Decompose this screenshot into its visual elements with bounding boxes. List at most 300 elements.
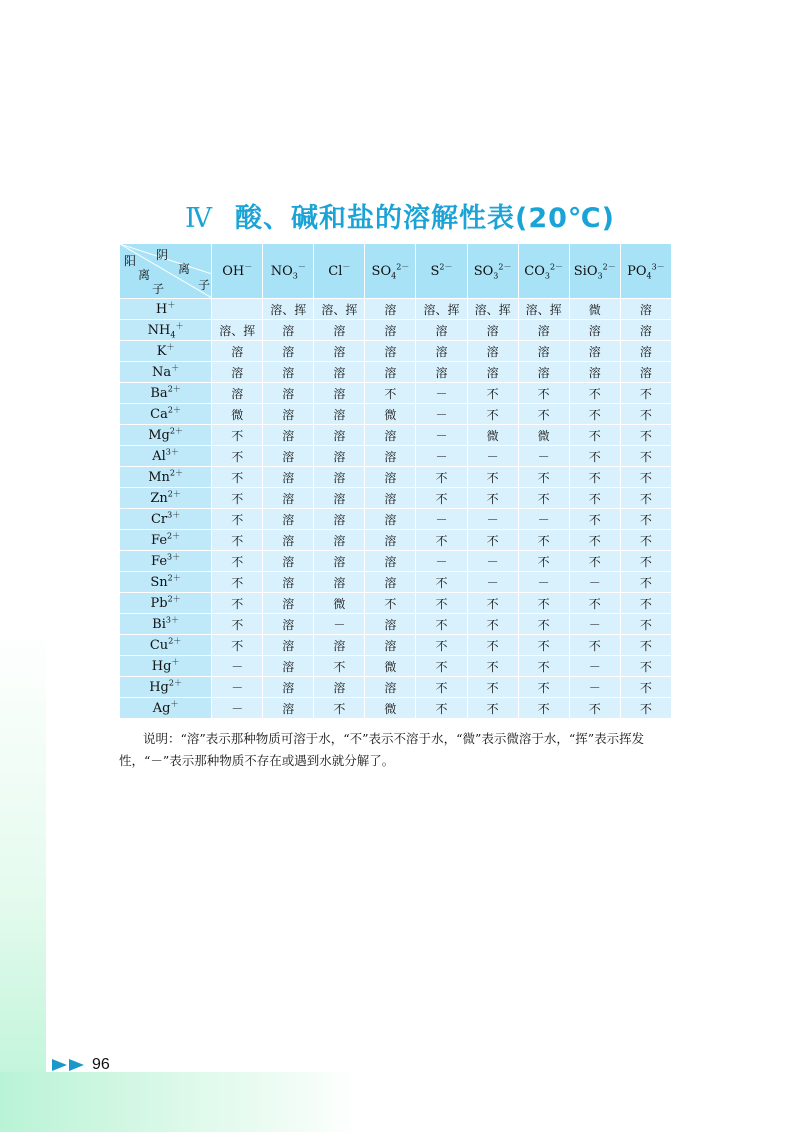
solubility-cell: 溶 <box>365 467 416 488</box>
solubility-cell: 溶 <box>518 341 569 362</box>
anion-label <box>222 264 252 279</box>
solubility-cell: － <box>212 698 263 719</box>
cation-charge: 3＋ <box>167 552 181 562</box>
cation-charge: 3＋ <box>167 510 181 520</box>
solubility-cell: 溶 <box>263 593 314 614</box>
solubility-cell: 溶 <box>263 656 314 677</box>
solubility-cell: － <box>569 656 620 677</box>
cation-label <box>150 491 181 506</box>
solubility-cell: 不 <box>620 467 671 488</box>
solubility-cell: 不 <box>212 572 263 593</box>
anion-charge: 2－ <box>602 262 616 272</box>
cation-label <box>148 428 183 443</box>
solubility-cell: － <box>467 572 518 593</box>
anion-header <box>365 244 416 299</box>
solubility-cell: 不 <box>416 530 467 551</box>
solubility-cell: 溶 <box>212 383 263 404</box>
anion-charge: 2－ <box>396 262 410 272</box>
solubility-cell <box>212 299 263 320</box>
solubility-cell: 溶 <box>314 320 365 341</box>
solubility-cell: 不 <box>620 614 671 635</box>
solubility-cell: 微 <box>365 698 416 719</box>
corner-cation-char-2: 离 <box>138 268 151 282</box>
solubility-cell: 溶 <box>365 425 416 446</box>
cation-charge: 3＋ <box>165 615 179 625</box>
anion-symbol: CO <box>524 263 545 279</box>
anion-subscript: 4 <box>646 271 652 281</box>
anion-header <box>314 244 365 299</box>
cation-cell <box>120 593 212 614</box>
arrow-icon-2 <box>69 1059 84 1071</box>
solubility-cell: 不 <box>569 467 620 488</box>
solubility-cell: 溶 <box>365 446 416 467</box>
cation-charge: 2＋ <box>168 636 182 646</box>
cation-label <box>150 638 181 653</box>
cation-symbol: Ag <box>152 700 171 716</box>
solubility-cell: 不 <box>416 677 467 698</box>
solubility-cell: 不 <box>416 593 467 614</box>
solubility-cell: 不 <box>518 488 569 509</box>
solubility-cell: 溶、挥 <box>263 299 314 320</box>
solubility-cell: 不 <box>569 593 620 614</box>
solubility-cell: 溶 <box>263 341 314 362</box>
anion-symbol: SiO <box>573 263 598 279</box>
anion-symbol: NO <box>270 263 293 279</box>
cation-cell <box>120 572 212 593</box>
cation-charge: 2＋ <box>169 426 183 436</box>
solubility-cell: 溶、挥 <box>314 299 365 320</box>
solubility-cell: 溶 <box>365 551 416 572</box>
cation-charge: ＋ <box>171 657 180 667</box>
anion-header <box>569 244 620 299</box>
solubility-cell: 溶 <box>314 530 365 551</box>
corner-anion-char-2: 离 <box>178 262 191 276</box>
solubility-cell: 溶 <box>365 614 416 635</box>
cation-charge: 2＋ <box>167 594 181 604</box>
cation-symbol: Pb <box>150 595 168 611</box>
cation-label <box>149 680 182 695</box>
cation-symbol: Ba <box>150 385 168 401</box>
table-row <box>120 362 672 383</box>
cation-subscript: 4 <box>170 330 176 340</box>
solubility-table <box>119 243 672 719</box>
solubility-cell: 不 <box>620 404 671 425</box>
solubility-cell: 不 <box>569 551 620 572</box>
solubility-cell: 不 <box>212 509 263 530</box>
cation-cell <box>120 698 212 719</box>
solubility-cell: 不 <box>518 404 569 425</box>
cation-symbol: Sn <box>150 574 168 590</box>
cation-symbol: Fe <box>151 553 168 569</box>
cation-label <box>153 701 179 716</box>
solubility-cell: 溶 <box>620 341 671 362</box>
cation-symbol: Cr <box>150 511 168 527</box>
solubility-cell: 溶 <box>467 341 518 362</box>
table-header-row <box>120 244 672 299</box>
solubility-cell: 溶 <box>467 320 518 341</box>
solubility-cell: 不 <box>314 698 365 719</box>
solubility-cell: 不 <box>416 572 467 593</box>
solubility-cell: 不 <box>467 614 518 635</box>
solubility-cell: － <box>416 383 467 404</box>
table-row <box>120 593 672 614</box>
cation-cell <box>120 551 212 572</box>
solubility-cell: 溶 <box>263 467 314 488</box>
solubility-cell: 溶、挥 <box>212 320 263 341</box>
cation-charge: 2＋ <box>168 678 182 688</box>
corner-anion-char-1: 阴 <box>156 248 169 262</box>
cation-symbol: Al <box>152 448 166 464</box>
solubility-cell: 溶 <box>314 572 365 593</box>
cation-charge: ＋ <box>166 342 175 352</box>
cation-label <box>157 344 175 359</box>
table-row <box>120 572 672 593</box>
cation-cell <box>120 614 212 635</box>
solubility-cell: 溶 <box>365 509 416 530</box>
anion-header <box>263 244 314 299</box>
solubility-cell: 溶 <box>263 572 314 593</box>
solubility-cell: 不 <box>416 635 467 656</box>
cation-charge: ＋ <box>175 321 184 331</box>
anion-label <box>524 264 563 279</box>
solubility-cell: 微 <box>365 404 416 425</box>
cation-symbol: Ca <box>150 406 168 422</box>
anion-label <box>627 264 665 279</box>
solubility-cell: 不 <box>620 677 671 698</box>
solubility-cell: 微 <box>365 656 416 677</box>
solubility-cell: 不 <box>620 698 671 719</box>
solubility-cell: 溶 <box>314 446 365 467</box>
solubility-cell: 微 <box>518 425 569 446</box>
cation-charge: 2＋ <box>167 405 181 415</box>
cation-label <box>150 575 180 590</box>
cation-cell <box>120 467 212 488</box>
solubility-cell: 溶 <box>212 341 263 362</box>
cation-label <box>152 617 179 632</box>
cation-cell <box>120 383 212 404</box>
anion-header <box>416 244 467 299</box>
solubility-cell: 溶、挥 <box>467 299 518 320</box>
cation-symbol: Bi <box>152 616 166 632</box>
corner-cation-char-1: 阳 <box>124 254 137 268</box>
table-row <box>120 509 672 530</box>
cation-charge: 2＋ <box>167 384 181 394</box>
table-row <box>120 383 672 404</box>
anion-subscript: 3 <box>597 271 603 281</box>
anion-charge: 2－ <box>549 262 564 272</box>
solubility-cell: － <box>416 509 467 530</box>
solubility-cell: 溶 <box>365 635 416 656</box>
solubility-cell: 不 <box>212 593 263 614</box>
cation-charge: 2＋ <box>169 468 183 478</box>
cation-symbol: Zn <box>150 490 168 506</box>
table-row <box>120 467 672 488</box>
cation-symbol: K <box>156 343 167 359</box>
table-row <box>120 425 672 446</box>
solubility-cell: 溶 <box>467 362 518 383</box>
solubility-cell: 溶 <box>416 320 467 341</box>
cation-label <box>150 407 181 422</box>
solubility-cell: 不 <box>467 467 518 488</box>
cation-charge: ＋ <box>170 699 179 709</box>
arrow-icon-1 <box>52 1059 67 1071</box>
cation-symbol: Mg <box>148 427 170 443</box>
solubility-cell: － <box>569 614 620 635</box>
solubility-cell: 不 <box>212 530 263 551</box>
solubility-cell: 不 <box>365 593 416 614</box>
cation-symbol: NH <box>147 322 171 338</box>
solubility-cell: 不 <box>569 530 620 551</box>
solubility-cell: 微 <box>569 299 620 320</box>
solubility-cell: 不 <box>620 551 671 572</box>
table-row <box>120 551 672 572</box>
solubility-cell: 不 <box>467 698 518 719</box>
table-row <box>120 698 672 719</box>
solubility-cell: 不 <box>467 677 518 698</box>
solubility-cell: 溶 <box>365 572 416 593</box>
solubility-cell: 不 <box>518 635 569 656</box>
solubility-cell: 不 <box>620 509 671 530</box>
table-row <box>120 488 672 509</box>
solubility-cell: 不 <box>467 383 518 404</box>
anion-symbol: SO <box>473 263 494 279</box>
anion-symbol: S <box>430 263 440 279</box>
solubility-cell: 不 <box>467 404 518 425</box>
cation-label <box>152 449 179 464</box>
anion-header <box>467 244 518 299</box>
solubility-cell: 溶 <box>263 362 314 383</box>
cation-symbol: Fe <box>151 532 168 548</box>
solubility-cell: － <box>314 614 365 635</box>
explanation-note: 说明：“溶”表示那种物质可溶于水，“不”表示不溶于水，“微”表示微溶于水，“挥”表示挥发性，“－”表示那种物质不存在或遇到水就分解了。 <box>119 731 645 768</box>
solubility-cell: 不 <box>212 635 263 656</box>
solubility-cell: 溶 <box>365 488 416 509</box>
solubility-cell: 溶 <box>314 341 365 362</box>
cation-symbol: H <box>155 301 168 317</box>
solubility-cell: 溶 <box>263 404 314 425</box>
solubility-cell: － <box>467 551 518 572</box>
cation-symbol: Na <box>152 364 172 380</box>
anion-subscript: 3 <box>493 271 499 281</box>
solubility-cell: 溶 <box>365 299 416 320</box>
anion-charge: 2－ <box>439 262 453 272</box>
solubility-cell: 不 <box>569 509 620 530</box>
table-row <box>120 404 672 425</box>
solubility-cell: － <box>467 509 518 530</box>
solubility-cell: 不 <box>518 383 569 404</box>
solubility-cell: 不 <box>518 677 569 698</box>
cation-label <box>156 302 175 317</box>
solubility-cell: 溶 <box>365 341 416 362</box>
corner-header <box>120 244 212 299</box>
left-gradient-band <box>0 0 46 1132</box>
table-row <box>120 656 672 677</box>
cation-label <box>150 386 180 401</box>
table-row <box>120 446 672 467</box>
solubility-cell: 溶 <box>263 677 314 698</box>
solubility-cell: 不 <box>467 635 518 656</box>
solubility-cell: － <box>467 446 518 467</box>
cation-cell <box>120 635 212 656</box>
anion-label <box>271 264 306 279</box>
anion-charge: 3－ <box>651 262 665 272</box>
solubility-cell: 不 <box>212 614 263 635</box>
solubility-cell: 溶 <box>263 488 314 509</box>
solubility-cell: 溶 <box>314 677 365 698</box>
cation-cell <box>120 425 212 446</box>
anion-symbol: Cl <box>328 263 343 279</box>
solubility-cell: 溶 <box>314 362 365 383</box>
solubility-cell: 溶 <box>314 551 365 572</box>
solubility-cell: 不 <box>518 530 569 551</box>
solubility-cell: 不 <box>569 446 620 467</box>
solubility-cell: 不 <box>620 593 671 614</box>
anion-subscript: 3 <box>292 271 298 281</box>
solubility-cell: 不 <box>620 530 671 551</box>
solubility-cell: 溶 <box>263 698 314 719</box>
solubility-cell: 溶 <box>569 320 620 341</box>
cation-cell <box>120 656 212 677</box>
solubility-cell: 溶 <box>263 509 314 530</box>
cation-cell <box>120 446 212 467</box>
solubility-cell: 溶 <box>263 425 314 446</box>
cation-label <box>152 365 179 380</box>
solubility-cell: 溶 <box>212 362 263 383</box>
solubility-cell: － <box>518 572 569 593</box>
solubility-cell: 溶 <box>263 530 314 551</box>
solubility-cell: 溶 <box>263 614 314 635</box>
anion-subscript: 3 <box>544 271 550 281</box>
solubility-cell: 溶 <box>365 362 416 383</box>
solubility-cell: 不 <box>416 467 467 488</box>
anion-label <box>474 264 512 279</box>
cation-cell <box>120 677 212 698</box>
title-roman-numeral: Ⅳ <box>185 203 214 234</box>
solubility-cell: 溶 <box>263 446 314 467</box>
cation-cell <box>120 320 212 341</box>
table-body <box>120 299 672 719</box>
solubility-cell: 溶 <box>569 362 620 383</box>
table-row <box>120 635 672 656</box>
solubility-cell: 不 <box>467 593 518 614</box>
cation-symbol: Cu <box>149 637 169 653</box>
solubility-cell: 微 <box>212 404 263 425</box>
solubility-cell: 溶 <box>314 635 365 656</box>
solubility-cell: 溶、挥 <box>416 299 467 320</box>
solubility-cell: 不 <box>467 530 518 551</box>
solubility-cell: 不 <box>212 446 263 467</box>
anion-label <box>372 264 410 279</box>
cation-charge: 2＋ <box>167 489 181 499</box>
solubility-cell: 微 <box>314 593 365 614</box>
solubility-cell: 溶 <box>365 677 416 698</box>
solubility-cell: 不 <box>518 551 569 572</box>
solubility-cell: 不 <box>569 635 620 656</box>
solubility-cell: 微 <box>467 425 518 446</box>
cation-label <box>151 533 180 548</box>
solubility-cell: 溶 <box>416 341 467 362</box>
bottom-gradient-band <box>0 1072 800 1132</box>
solubility-cell: 不 <box>416 614 467 635</box>
solubility-cell: 溶 <box>314 509 365 530</box>
anion-symbol: PO <box>627 263 647 279</box>
solubility-cell: 不 <box>569 488 620 509</box>
cation-cell <box>120 299 212 320</box>
table-row <box>120 299 672 320</box>
solubility-cell: 溶 <box>263 551 314 572</box>
solubility-cell: 不 <box>620 488 671 509</box>
solubility-cell: 溶 <box>518 362 569 383</box>
cation-symbol: Hg <box>149 679 169 695</box>
solubility-cell: 不 <box>518 467 569 488</box>
solubility-cell: 不 <box>212 488 263 509</box>
solubility-cell: 溶 <box>416 362 467 383</box>
solubility-cell: 不 <box>620 446 671 467</box>
solubility-cell: 不 <box>314 656 365 677</box>
solubility-cell: 不 <box>569 383 620 404</box>
table-row <box>120 320 672 341</box>
cation-charge: ＋ <box>171 363 180 373</box>
solubility-cell: 不 <box>518 698 569 719</box>
cation-cell <box>120 362 212 383</box>
solubility-cell: 溶 <box>518 320 569 341</box>
solubility-cell: 溶 <box>569 341 620 362</box>
solubility-cell: 溶 <box>620 320 671 341</box>
solubility-cell: 不 <box>620 572 671 593</box>
solubility-cell: － <box>416 404 467 425</box>
solubility-cell: 不 <box>569 698 620 719</box>
anion-symbol: OH <box>222 263 245 279</box>
anion-header <box>518 244 569 299</box>
solubility-cell: 不 <box>518 593 569 614</box>
title-text: 酸、碱和盐的溶解性表(20℃) <box>235 203 615 234</box>
solubility-cell: － <box>569 572 620 593</box>
solubility-cell: 不 <box>365 383 416 404</box>
solubility-cell: 溶 <box>314 404 365 425</box>
solubility-cell: 不 <box>212 551 263 572</box>
corner-anion-char-3: 子 <box>198 278 211 292</box>
cation-charge: ＋ <box>167 300 176 310</box>
solubility-cell: 溶 <box>263 320 314 341</box>
cation-charge: 3＋ <box>165 447 179 457</box>
solubility-cell: － <box>569 677 620 698</box>
solubility-cell: － <box>416 446 467 467</box>
anion-charge: － <box>244 262 253 272</box>
solubility-cell: － <box>518 446 569 467</box>
corner-cation-char-3: 子 <box>152 282 165 296</box>
page-title <box>0 196 800 235</box>
anion-header <box>212 244 263 299</box>
cation-symbol: Hg <box>151 658 172 674</box>
cation-label <box>150 596 180 611</box>
cation-label <box>148 470 183 485</box>
cation-cell <box>120 404 212 425</box>
cation-label <box>151 554 180 569</box>
cation-charge: 2＋ <box>167 573 181 583</box>
solubility-cell: 不 <box>416 488 467 509</box>
solubility-cell: － <box>518 509 569 530</box>
solubility-cell: 不 <box>212 425 263 446</box>
table-row <box>120 677 672 698</box>
solubility-cell: 不 <box>212 467 263 488</box>
solubility-cell: 不 <box>518 656 569 677</box>
solubility-cell: 不 <box>620 425 671 446</box>
anion-label <box>574 264 616 279</box>
solubility-cell: 不 <box>416 698 467 719</box>
solubility-cell: 不 <box>518 614 569 635</box>
solubility-cell: 溶 <box>620 362 671 383</box>
cation-cell <box>120 341 212 362</box>
